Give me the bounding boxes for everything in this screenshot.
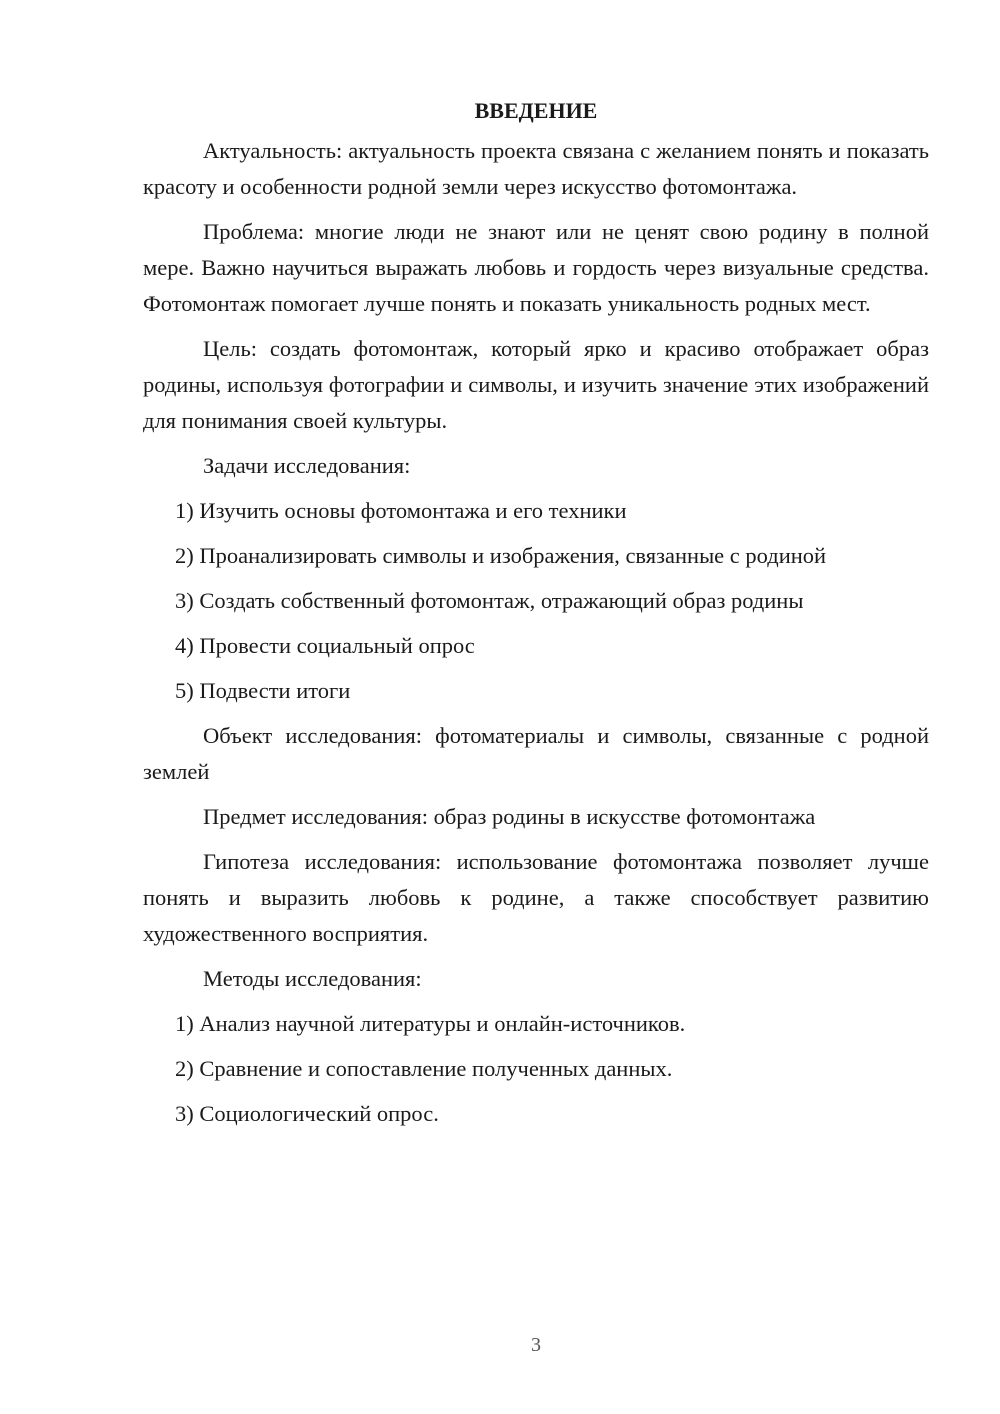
object-paragraph: Объект исследования: фотоматериалы и символы, связанные с родной землей bbox=[143, 723, 929, 784]
method-item: 1) Анализ научной литературы и онлайн-источников. bbox=[175, 1011, 686, 1036]
page-number: 3 bbox=[531, 1334, 541, 1356]
task-item: 3) Создать собственный фотомонтаж, отражающий образ родины bbox=[175, 588, 804, 613]
hypothesis-paragraph: Гипотеза исследования: использование фотомонтажа позволяет лучше понять и выразить любовь к родине, а также способствует развитию художественного восприятия. bbox=[143, 849, 929, 946]
tasks-heading: Задачи исследования: bbox=[203, 453, 411, 478]
task-item: 2) Проанализировать символы и изображения, связанные с родиной bbox=[175, 543, 827, 568]
task-item: 5) Подвести итоги bbox=[175, 678, 351, 703]
problem-paragraph: Проблема: многие люди не знают или не ценят свою родину в полной мере. Важно научиться выражать любовь и гордость через визуальные средства. Фотомонтаж помогает лучше понять и показать уникальность родных мест. bbox=[143, 219, 929, 316]
methods-list bbox=[143, 1006, 929, 1132]
methods-heading: Методы исследования: bbox=[203, 966, 422, 991]
task-item: 1) Изучить основы фотомонтажа и его техники bbox=[175, 498, 627, 523]
subject-paragraph: Предмет исследования: образ родины в искусстве фотомонтажа bbox=[203, 804, 816, 829]
method-item: 3) Социологический опрос. bbox=[175, 1101, 439, 1126]
task-item: 4) Провести социальный опрос bbox=[175, 633, 475, 658]
page-content bbox=[143, 96, 929, 1141]
goal-paragraph: Цель: создать фотомонтаж, который ярко и красиво отображает образ родины, используя фотографии и символы, и изучить значение этих изображений для понимания своей культуры. bbox=[143, 336, 929, 433]
tasks-list bbox=[143, 493, 929, 709]
method-item: 2) Сравнение и сопоставление полученных данных. bbox=[175, 1056, 673, 1081]
page-title: ВВЕДЕНИЕ bbox=[474, 98, 598, 123]
relevance-paragraph: Актуальность: актуальность проекта связана с желанием понять и показать красоту и особенности родной земли через искусство фотомонтажа. bbox=[143, 138, 929, 199]
